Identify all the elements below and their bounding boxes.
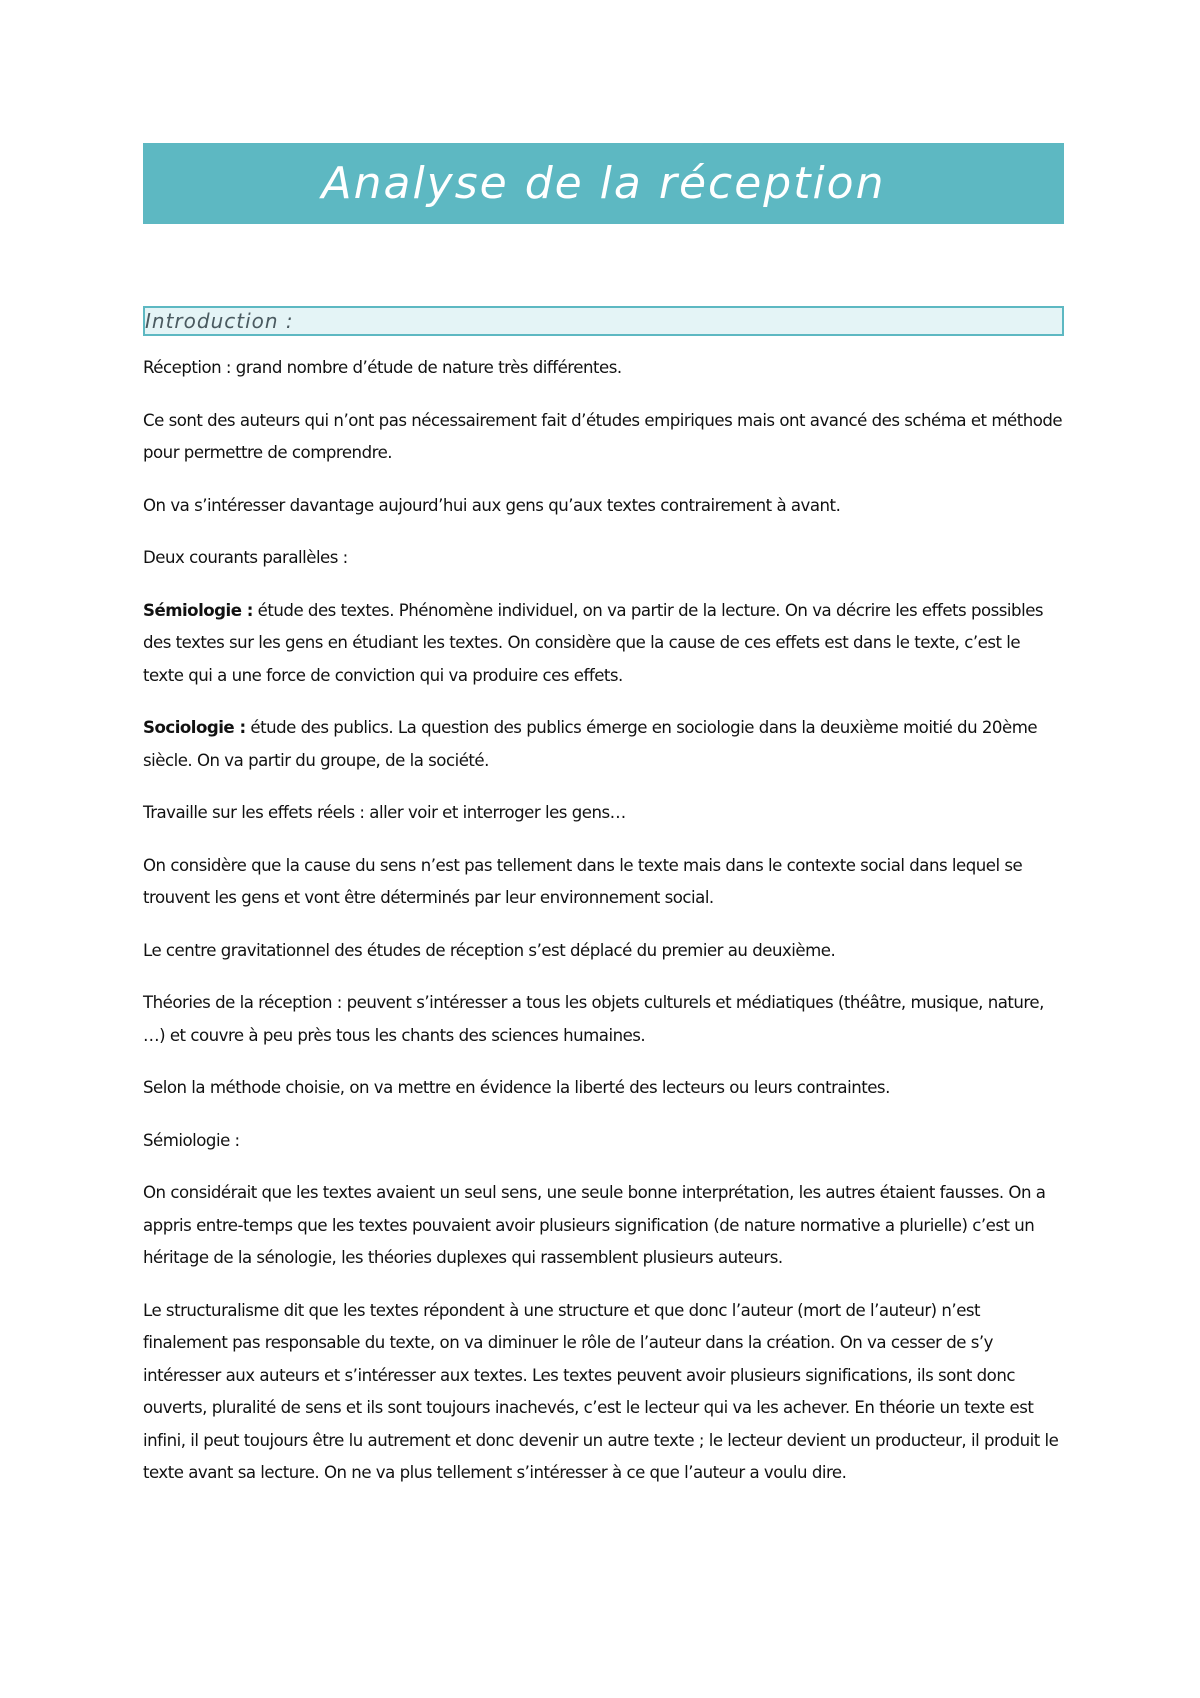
paragraph-text: Théories de la réception : peuvent s’intéresser a tous les objets culturels et médiatiques (théâtre, musique, nature, …) et couvre à peu près tous les chants des sciences humaines.: [143, 993, 1044, 1045]
paragraph-text: étude des textes. Phénomène individuel, on va partir de la lecture. On va décrire les effets possibles des textes sur les gens en étudiant les textes. On considère que la cause de ces effets est dans le texte, c’est le texte qui a une force de conviction qui va produire ces effets.: [143, 600, 1044, 685]
paragraph-sociologie: [143, 712, 1064, 777]
paragraph-text: Deux courants parallèles :: [143, 548, 348, 567]
paragraph: [143, 987, 1064, 1052]
section-heading-introduction: [143, 306, 1064, 336]
paragraph-text: Le centre gravitationnel des études de réception s’est déplacé du premier au deuxième.: [143, 940, 836, 960]
paragraph-text: On considère que la cause du sens n’est pas tellement dans le texte mais dans le contexte social dans lequel se trouvent les gens et vont être déterminés par leur environnement social.: [143, 855, 1023, 907]
paragraph: [143, 935, 1064, 968]
section-heading-text: Introduction :: [145, 309, 294, 333]
paragraph-lead: Sémiologie :: [143, 600, 253, 620]
paragraph: [143, 1177, 1064, 1275]
paragraph-text: On considérait que les textes avaient un seul sens, une seule bonne interprétation, les autres étaient fausses. On a appris entre-temps que les textes pouvaient avoir plusieurs signification (de nature normative a plurielle) c’est un héritage de la sénologie, les théories duplexes qui rassemblent plusieurs auteurs.: [143, 1183, 1046, 1267]
paragraph: [143, 797, 1064, 830]
paragraph-text: Ce sont des auteurs qui n’ont pas nécessairement fait d’études empiriques mais ont avancé des schéma et méthode pour permettre de comprendre.: [143, 410, 1063, 462]
document-body: [143, 352, 1064, 1490]
paragraph-text: Selon la méthode choisie, on va mettre en évidence la liberté des lecteurs ou leurs contraintes.: [143, 1078, 890, 1097]
paragraph-text: Sémiologie :: [143, 1130, 240, 1150]
paragraph-text: Travaille sur les effets réels : aller voir et interroger les gens…: [143, 803, 626, 822]
document-title: Analyse de la réception: [321, 158, 886, 209]
paragraph: [143, 490, 1064, 523]
document-page: [143, 143, 1064, 1510]
paragraph: [143, 542, 1064, 575]
paragraph-lead: Sociologie :: [143, 718, 246, 737]
paragraph: [143, 1295, 1064, 1490]
paragraph: [143, 405, 1064, 470]
paragraph-text: étude des publics. La question des publics émerge en sociologie dans la deuxième moitié du 20ème siècle. On va partir du groupe, de la société.: [143, 718, 1038, 770]
paragraph-text: Réception : grand nombre d’étude de nature très différentes.: [143, 358, 622, 377]
paragraph: [143, 850, 1064, 915]
paragraph: [143, 1125, 1064, 1158]
title-banner: [143, 143, 1064, 224]
paragraph-text: Le structuralisme dit que les textes répondent à une structure et que donc l’auteur (mort de l’auteur) n’est finalement pas responsable du texte, on va diminuer le rôle de l’auteur dans la création. On va cesser de s’y intéresser aux auteurs et s’intéresser aux textes. Les textes peuvent avoir plusieurs significations, ils sont donc ouverts, pluralité de sens et ils sont toujours inachevés, c’est le lecteur qui va les achever. En théorie un texte est infini, il peut toujours être lu autrement et donc devenir un autre texte ; le lecteur devient un producteur, il produit le texte avant sa lecture. On ne va plus tellement s’intéresser à ce que l’auteur a voulu dire.: [143, 1300, 1059, 1482]
paragraph: [143, 1072, 1064, 1105]
paragraph-text: On va s’intéresser davantage aujourd’hui aux gens qu’aux textes contrairement à avant.: [143, 495, 841, 515]
paragraph: [143, 352, 1064, 385]
paragraph-semiologie: [143, 595, 1064, 693]
